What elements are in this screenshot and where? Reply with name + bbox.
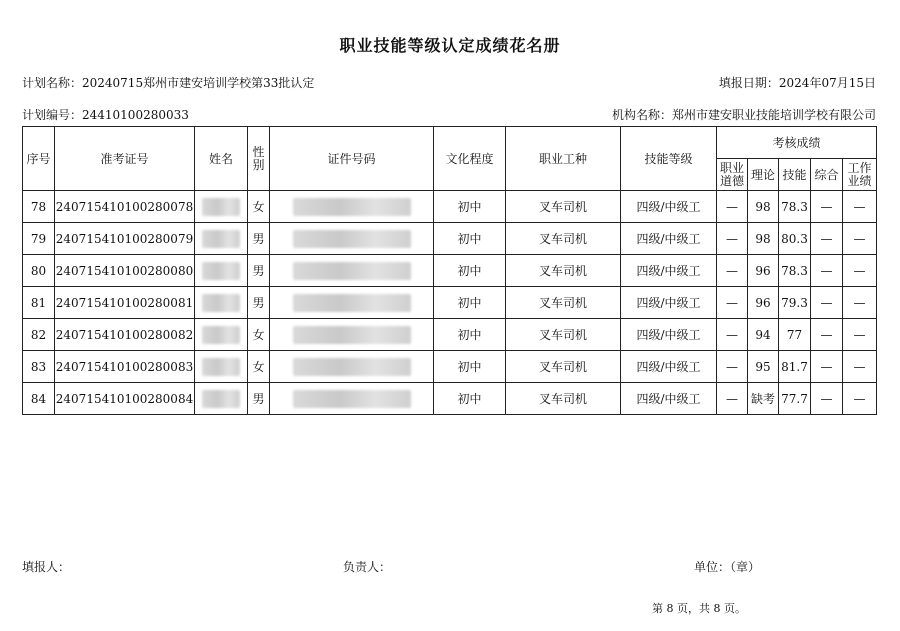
cell-gender: 女: [248, 319, 270, 351]
cell-exam-no: 240715410100280078: [55, 191, 195, 223]
page-number: 第 8 页，共 8 页。: [652, 602, 746, 615]
table-row: [23, 351, 877, 383]
cell-ethics: —: [717, 191, 748, 223]
cell-job: 叉车司机: [506, 255, 621, 287]
header-level: 技能等级: [621, 127, 717, 191]
cell-name: [195, 319, 248, 351]
cell-skill: 78.3: [779, 255, 811, 287]
cell-overall: —: [811, 287, 843, 319]
cell-exam-no: 240715410100280081: [55, 287, 195, 319]
cell-education: 初中: [434, 287, 506, 319]
cell-level: 四级/中级工: [621, 255, 717, 287]
cell-ethics: —: [717, 223, 748, 255]
header-seq: 序号: [23, 127, 55, 191]
redacted-name: [202, 358, 240, 376]
cell-ethics: —: [717, 383, 748, 415]
cell-theory: 98: [748, 191, 779, 223]
cell-theory: 缺考: [748, 383, 779, 415]
cell-theory: 95: [748, 351, 779, 383]
cell-seq: 83: [23, 351, 55, 383]
cell-id-no: [270, 287, 434, 319]
cell-education: 初中: [434, 351, 506, 383]
cell-id-no: [270, 191, 434, 223]
redacted-name: [202, 198, 240, 216]
cell-exam-no: 240715410100280083: [55, 351, 195, 383]
org-name: 机构名称：郑州市建安职业技能培训学校有限公司: [611, 108, 876, 122]
redacted-name: [202, 262, 240, 280]
cell-level: 四级/中级工: [621, 191, 717, 223]
cell-id-no: [270, 319, 434, 351]
redacted-name: [202, 326, 240, 344]
cell-theory: 98: [748, 223, 779, 255]
table-row: [23, 319, 877, 351]
cell-level: 四级/中级工: [621, 223, 717, 255]
cell-overall: —: [811, 223, 843, 255]
cell-job: 叉车司机: [506, 319, 621, 351]
table-row: [23, 383, 877, 415]
cell-work: —: [843, 191, 877, 223]
cell-seq: 84: [23, 383, 55, 415]
header-education: 文化程度: [434, 127, 506, 191]
cell-exam-no: 240715410100280080: [55, 255, 195, 287]
header-exam-no: 准考证号: [55, 127, 195, 191]
cell-gender: 男: [248, 255, 270, 287]
table-row: [23, 191, 877, 223]
header-gender: 性别: [248, 127, 270, 191]
cell-theory: 96: [748, 255, 779, 287]
cell-job: 叉车司机: [506, 383, 621, 415]
cell-seq: 79: [23, 223, 55, 255]
cell-education: 初中: [434, 383, 506, 415]
cell-education: 初中: [434, 191, 506, 223]
cell-skill: 77.7: [779, 383, 811, 415]
cell-skill: 79.3: [779, 287, 811, 319]
cell-exam-no: 240715410100280079: [55, 223, 195, 255]
header-ethics: 职业道德: [717, 159, 748, 191]
responsible-label: 负责人：: [343, 560, 392, 574]
cell-theory: 96: [748, 287, 779, 319]
table-body: [23, 191, 877, 415]
cell-id-no: [270, 255, 434, 287]
redacted-id-number: [293, 326, 411, 344]
cell-job: 叉车司机: [506, 223, 621, 255]
unit-seal-label: 单位：（章）: [694, 560, 761, 574]
cell-ethics: —: [717, 287, 748, 319]
cell-name: [195, 351, 248, 383]
fill-date: 填报日期：2024年07月15日: [718, 76, 876, 90]
table-row: [23, 223, 877, 255]
cell-seq: 82: [23, 319, 55, 351]
redacted-name: [202, 294, 240, 312]
cell-ethics: —: [717, 255, 748, 287]
cell-seq: 81: [23, 287, 55, 319]
header-work: 工作业绩: [843, 159, 877, 191]
cell-overall: —: [811, 383, 843, 415]
cell-ethics: —: [717, 351, 748, 383]
cell-work: —: [843, 223, 877, 255]
cell-id-no: [270, 383, 434, 415]
header-name: 姓名: [195, 127, 248, 191]
cell-education: 初中: [434, 255, 506, 287]
cell-overall: —: [811, 319, 843, 351]
cell-seq: 80: [23, 255, 55, 287]
cell-education: 初中: [434, 319, 506, 351]
cell-name: [195, 255, 248, 287]
cell-work: —: [843, 287, 877, 319]
page-title: 职业技能等级认定成绩花名册: [339, 36, 561, 55]
header-row: [23, 127, 877, 159]
cell-level: 四级/中级工: [621, 383, 717, 415]
cell-gender: 男: [248, 383, 270, 415]
cell-work: —: [843, 351, 877, 383]
redacted-id-number: [293, 230, 411, 248]
header-id-no: 证件号码: [270, 127, 434, 191]
cell-skill: 80.3: [779, 223, 811, 255]
cell-overall: —: [811, 191, 843, 223]
cell-gender: 男: [248, 287, 270, 319]
plan-name: 计划名称：20240715郑州市建安培训学校第33批认定: [22, 76, 315, 90]
cell-id-no: [270, 351, 434, 383]
cell-name: [195, 191, 248, 223]
filler-label: 填报人：: [22, 560, 71, 574]
score-table: [22, 126, 877, 415]
cell-gender: 女: [248, 191, 270, 223]
redacted-name: [202, 390, 240, 408]
cell-level: 四级/中级工: [621, 351, 717, 383]
cell-job: 叉车司机: [506, 351, 621, 383]
header-scores: 考核成绩: [717, 127, 877, 159]
cell-name: [195, 383, 248, 415]
redacted-id-number: [293, 358, 411, 376]
cell-exam-no: 240715410100280084: [55, 383, 195, 415]
cell-level: 四级/中级工: [621, 287, 717, 319]
cell-work: —: [843, 319, 877, 351]
cell-skill: 77: [779, 319, 811, 351]
header-overall: 综合: [811, 159, 843, 191]
redacted-id-number: [293, 198, 411, 216]
cell-skill: 78.3: [779, 191, 811, 223]
redacted-name: [202, 230, 240, 248]
cell-level: 四级/中级工: [621, 319, 717, 351]
table-row: [23, 255, 877, 287]
cell-gender: 男: [248, 223, 270, 255]
cell-work: —: [843, 383, 877, 415]
header-skill: 技能: [779, 159, 811, 191]
cell-work: —: [843, 255, 877, 287]
table-row: [23, 287, 877, 319]
cell-gender: 女: [248, 351, 270, 383]
cell-job: 叉车司机: [506, 191, 621, 223]
cell-name: [195, 223, 248, 255]
cell-seq: 78: [23, 191, 55, 223]
cell-exam-no: 240715410100280082: [55, 319, 195, 351]
redacted-id-number: [293, 262, 411, 280]
cell-overall: —: [811, 255, 843, 287]
cell-job: 叉车司机: [506, 287, 621, 319]
cell-education: 初中: [434, 223, 506, 255]
cell-theory: 94: [748, 319, 779, 351]
cell-name: [195, 287, 248, 319]
cell-overall: —: [811, 351, 843, 383]
cell-ethics: —: [717, 319, 748, 351]
redacted-id-number: [293, 390, 411, 408]
header-job: 职业工种: [506, 127, 621, 191]
redacted-id-number: [293, 294, 411, 312]
header-theory: 理论: [748, 159, 779, 191]
plan-number: 计划编号：24410100280033: [22, 108, 189, 122]
cell-skill: 81.7: [779, 351, 811, 383]
cell-id-no: [270, 223, 434, 255]
